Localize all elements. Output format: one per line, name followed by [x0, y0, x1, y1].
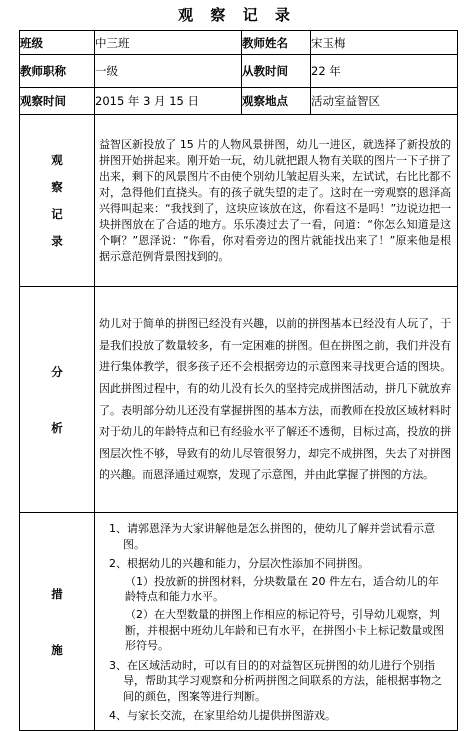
analysis-row — [20, 287, 458, 513]
analysis-text: 幼儿对于简单的拼图已经没有兴趣，以前的拼图基本已经没有人玩了，于是我们投放了数量较多，有一定困难的拼图。但在拼图之前，我们并没有进行集体教学，很多孩子还不会根据旁边的示意图来寻找更合适的图块。因此拼图过程中，有的幼儿没有长久的坚持完成拼图活动，拼几下就放弃了。表明部分幼儿还没有掌握拼图的基本方法，而教师在投放区域材料时对于幼儿的年龄特点和已有经验水平了解还不透彻，目标过高，投放的拼图层次性不够，导致有的幼儿尽管很努力，却完不成拼图，失去了对拼图的兴趣。而恩泽通过观察，发现了示意图，并由此掌握了拼图的方法。 — [99, 317, 451, 482]
measures-label-char: 施 — [51, 642, 63, 657]
class-value: 中三班 — [95, 31, 242, 55]
time-label: 观察时间 — [20, 88, 95, 115]
time-value: 2015 年 3 月 15 日 — [95, 88, 242, 115]
analysis-label-char: 析 — [51, 420, 63, 435]
measures-label — [20, 513, 95, 731]
measure-item: 2、根据幼儿的兴趣和能力，分层次性添加不同拼图。 — [109, 557, 369, 571]
measures-content — [95, 513, 458, 731]
analysis-label-char: 分 — [51, 364, 63, 379]
measures-row — [20, 513, 458, 731]
teacher-value: 宋玉梅 — [311, 31, 458, 55]
observation-content — [95, 115, 458, 287]
observation-row — [20, 115, 458, 287]
observation-label — [20, 115, 95, 287]
analysis-label — [20, 287, 95, 513]
observation-label-char: 观 — [51, 152, 63, 167]
measure-item: 3、在区域活动时，可以有目的的对益智区玩拼图的幼儿进行个别指导，帮助其学习观察和分析两拼图之间联系的方法，能根据事物之间的颜色，图案等进行判断。 — [109, 658, 442, 703]
place-value: 活动室益智区 — [311, 88, 458, 115]
years-value: 22 年 — [311, 55, 458, 88]
title-value: 一级 — [95, 55, 242, 88]
analysis-content — [95, 287, 458, 513]
measures-label-char: 措 — [51, 586, 63, 601]
teacher-label: 教师姓名 — [242, 31, 311, 55]
measure-subitem: （1）投放新的拼图材料，分块数量在 20 件左右，适合幼儿的年龄特点和能力水平。 — [125, 574, 439, 604]
measures-list — [95, 517, 457, 726]
class-label: 班级 — [20, 31, 95, 55]
measure-item: 4、与家长交流，在家里给幼儿提供拼图游戏。 — [109, 709, 336, 723]
measure-subitem: （2）在大型数量的拼图上作相应的标记符号，引导幼儿观察，判断，并根据中班幼儿年龄和已有水平，在拼图小卡上标记数量或图形符号。 — [125, 607, 444, 653]
observation-label-char: 察 — [51, 179, 63, 194]
observation-label-char: 录 — [51, 233, 63, 248]
observation-label-char: 记 — [51, 206, 63, 221]
years-label: 从教时间 — [242, 55, 311, 88]
page-title: 观 察 记 录 — [178, 6, 296, 24]
observation-text: 益智区新投放了 15 片的人物风景拼图，幼儿一进区，就选择了新投放的拼图开始拼起来。刚开始一玩，幼儿就把跟人物有关联的图片一下子拼了出来，剩下的风景图片不由使个别幼儿皱起眉头来，左试试，右比比都不对，急得他们直挠头。有的孩子就失望的走了。这时在一旁观察的恩泽高兴得叫起来：“我找到了，这块应该放在这，你看这不是吗！”边说边把一块拼图放在了合适的地方。乐乐凑过去了一看，问道：“你怎么知道是这个啊？”恩泽说：“你看，你对看旁边的图片就能找出来了！”原来他是根据示意范例背景图找到的。 — [99, 137, 451, 263]
info-row-class — [20, 31, 458, 55]
measure-item: 1、请郭恩泽为大家讲解他是怎么拼图的，使幼儿了解并尝试看示意图。 — [109, 521, 435, 551]
place-label: 观察地点 — [242, 88, 311, 115]
info-row-time — [20, 88, 458, 115]
observation-record-table — [19, 30, 458, 731]
title-label: 教师职称 — [20, 55, 95, 88]
info-row-title — [20, 55, 458, 88]
